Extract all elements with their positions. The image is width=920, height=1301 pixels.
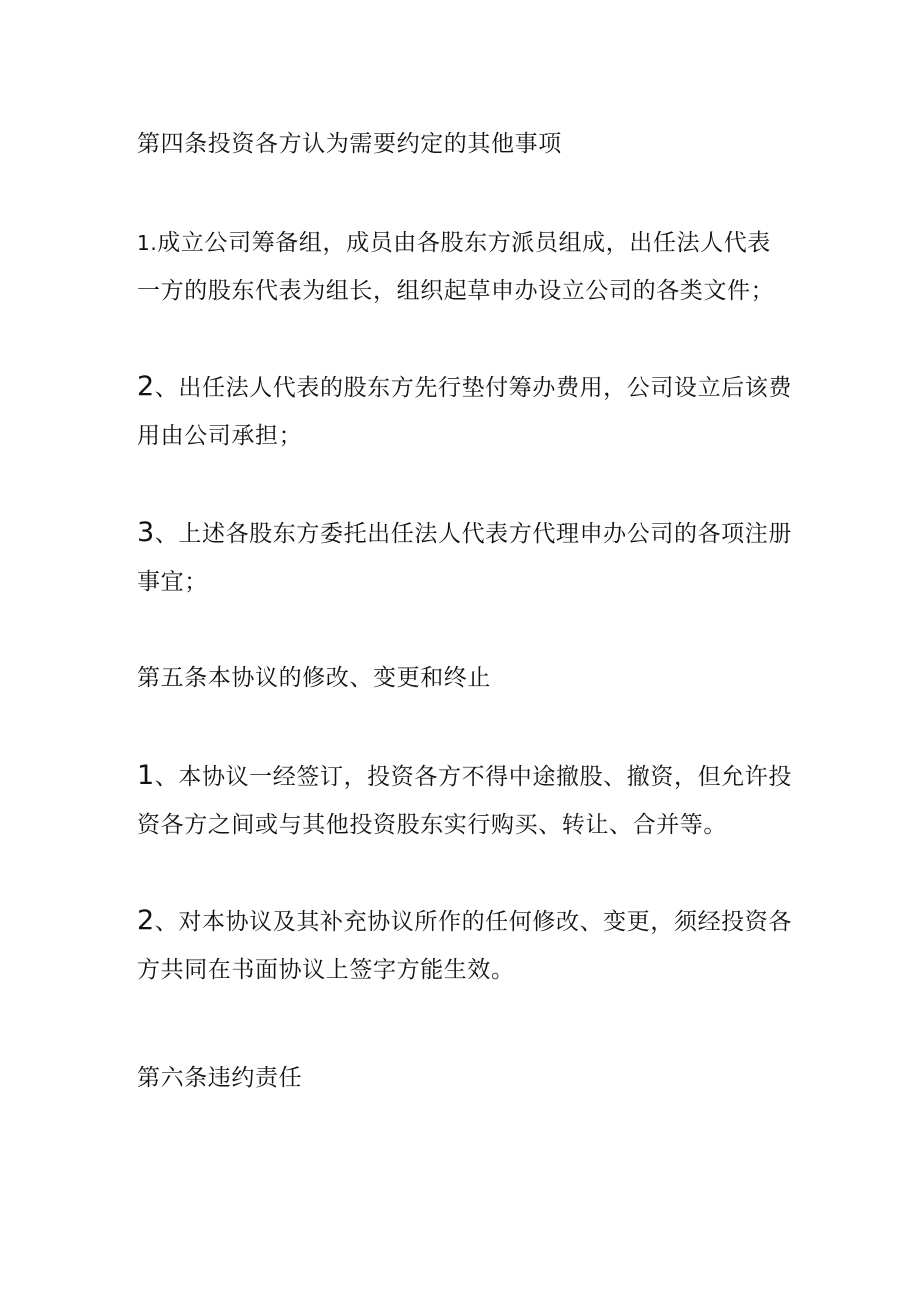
item-5-1-line-2: 资各方之间或与其他投资股东实行购买、转让、合并等。	[137, 812, 727, 838]
section-heading-5: 第五条本协议的修改、变更和终止	[137, 665, 491, 691]
section-heading-6: 第六条违约责任	[137, 1065, 303, 1091]
item-4-1-line-1	[137, 228, 797, 258]
item-4-3-line-2: 事宜；	[137, 569, 208, 595]
item-4-2-line-2: 用由公司承担；	[137, 423, 303, 449]
item-4-2-text-1: 、出任法人代表的股东方先行垫付筹办费用，公司设立后该费	[154, 375, 792, 401]
section-heading-4: 第四条投资各方认为需要约定的其他事项	[137, 131, 562, 157]
item-4-3-text-1: 、上述各股东方委托出任法人代表方代理申办公司的各项注册	[154, 521, 792, 547]
item-5-2-line-1	[137, 906, 797, 937]
item-4-2-number: 2	[137, 372, 155, 402]
item-4-1-text-1: 成立公司筹备组，成员由各股东方派员组成，出任法人代表	[157, 230, 771, 256]
item-5-1-number: 1	[137, 761, 155, 791]
item-5-1-text-1: 、本协议一经签订，投资各方不得中途撤股、撤资，但允许投	[154, 764, 792, 790]
item-5-1-line-1	[137, 761, 797, 792]
item-5-2-number: 2	[137, 906, 155, 936]
item-4-2-line-1	[137, 372, 797, 403]
item-5-2-line-2: 方共同在书面协议上签字方能生效。	[137, 957, 515, 983]
item-4-1-line-2: 一方的股东代表为组长，组织起草申办设立公司的各类文件；	[137, 278, 775, 304]
item-4-3-number: 3	[137, 518, 155, 548]
item-5-2-text-1: 、对本协议及其补充协议所作的任何修改、变更，须经投资各	[154, 909, 792, 935]
item-4-1-number: 1.	[137, 231, 158, 255]
item-4-3-line-1	[137, 518, 797, 549]
